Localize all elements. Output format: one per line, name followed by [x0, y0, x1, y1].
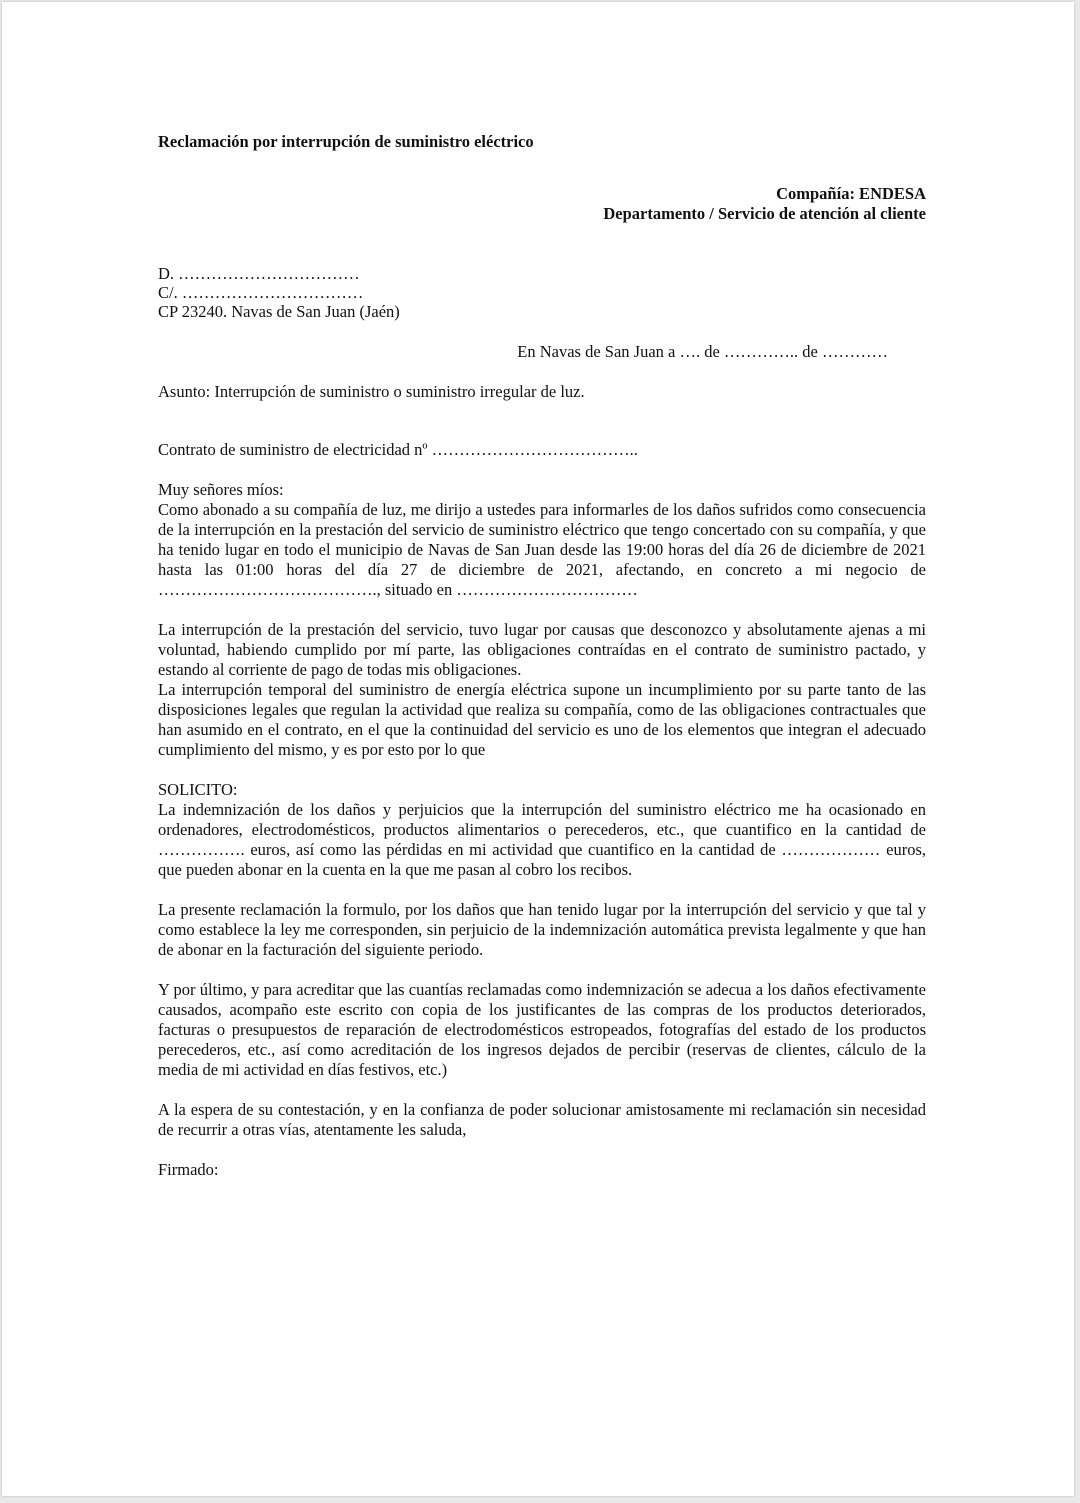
paragraph-incident: Como abonado a su compañía de luz, me dirijo a ustedes para informarles de los daños sufridos como consecuencia de la interrupción en la prestación del servicio de suministro eléctrico que tengo concertado con su compañía, y que ha tenido lugar en todo el municipio de Navas de San Juan desde las 19:00 horas del día 26 de diciembre de 2021 hasta las 01:00 horas del día 27 de diciembre de 2021, afectando, en concreto a mi negocio de …………………………………., situado en ……………………………: [158, 500, 926, 599]
paragraph-breach: La interrupción temporal del suministro de energía eléctrica supone un incumplimiento por su parte tanto de las disposiciones legales que regulan la actividad que realiza su compañía, como de las obligaciones contractuales que han asumido en el contrato, en el que la continuidad del servicio es uno de los elementos que integran el adecuado cumplimiento del mismo, y es por esto por lo que: [158, 680, 926, 759]
sender-street: C/. ……………………………: [158, 283, 364, 302]
paragraph-evidence: Y por último, y para acreditar que las cuantías reclamadas como indemnización se adecua a los daños efectivamente causados, acompaño este escrito con copia de los justificantes de las compras de los productos deteriorados, facturas o presupuestos de reparación de electrodomésticos estropeados, fotografías del estado de los productos perecederos, etc., así como acreditación de los ingresos dejados de percibir (reservas de clientes, cálculo de la media de mi actividad en días festivos, etc.): [158, 980, 926, 1079]
recipient-block: [158, 184, 926, 224]
document-page: [2, 2, 1074, 1496]
place-date-line: En Navas de San Juan a …. de ………….. de …………: [517, 342, 888, 361]
sender-block: [158, 264, 926, 321]
paragraph-legal-basis: La presente reclamación la formulo, por los daños que han tenido lugar por la interrupción del servicio y que tal y como establece la ley me corresponden, sin perjuicio de la indemnización automática prevista legalmente y que han de abonar en la facturación del siguiente periodo.: [158, 900, 926, 959]
recipient-company: Compañía: ENDESA: [776, 184, 926, 203]
letter-body: [158, 122, 926, 1180]
paragraph-request: La indemnización de los daños y perjuicios que la interrupción del suministro eléctrico me ha ocasionado en ordenadores, electrodomésticos, productos alimentarios o perecederos, etc., que cuantifico en la cantidad de ……………. euros, así como las pérdidas en mi actividad que cuantifico en la cantidad de ……………… euros, que pueden abonar en la cuenta en la que me pasan al cobro los recibos.: [158, 800, 926, 879]
greeting: Muy señores míos:: [158, 480, 284, 499]
recipient-department: Departamento / Servicio de atención al cliente: [603, 204, 926, 223]
solicito-heading: SOLICITO:: [158, 780, 238, 799]
letter-title: Reclamación por interrupción de suministro eléctrico: [158, 132, 534, 151]
signature-line: Firmado:: [158, 1160, 219, 1179]
sender-name: D. ……………………………: [158, 264, 360, 283]
subject-line: Asunto: Interrupción de suministro o suministro irregular de luz.: [158, 382, 585, 401]
sender-city: CP 23240. Navas de San Juan (Jaén): [158, 302, 400, 321]
paragraph-causes: La interrupción de la prestación del servicio, tuvo lugar por causas que desconozco y absolutamente ajenas a mi voluntad, habiendo cumplido por mí parte, las obligaciones contraídas en el contrato de suministro pactado, y estando al corriente de pago de todas mis obligaciones.: [158, 620, 926, 679]
contract-line: Contrato de suministro de electricidad nº ………………………………..: [158, 440, 638, 459]
paragraph-closing: A la espera de su contestación, y en la confianza de poder solucionar amistosamente mi reclamación sin necesidad de recurrir a otras vías, atentamente les saluda,: [158, 1100, 926, 1139]
